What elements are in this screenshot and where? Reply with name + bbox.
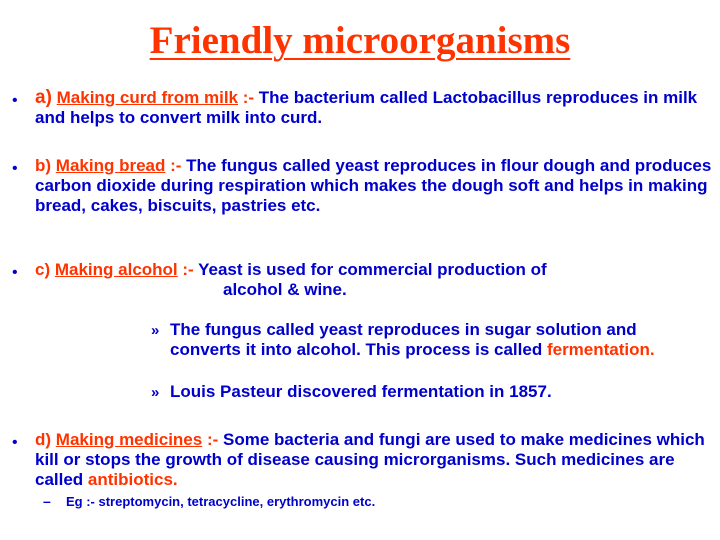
item-c-separator: :- (177, 260, 194, 279)
item-b-letter: b) (35, 156, 52, 175)
item-d (35, 430, 715, 490)
item-a-letter: a) (35, 87, 52, 108)
item-a (35, 88, 715, 128)
bullet-icon: • (12, 434, 18, 451)
item-c-text: Yeast is used for commercial production of (193, 260, 547, 279)
bullet-icon: • (12, 264, 18, 281)
item-b (35, 156, 715, 216)
item-d-heading: Making medicines (55, 430, 203, 449)
item-d-separator: :- (202, 430, 219, 449)
item-d-letter: d) (35, 430, 52, 449)
item-c-sub-2: Louis Pasteur discovered fermentation in 1857. (170, 382, 552, 401)
item-c-heading: Making alcohol (54, 260, 178, 279)
item-d-highlight: antibiotics. (87, 470, 178, 489)
item-d-text: Some bacteria and fungi are used to make medicines which kill or stops the growth of disease causing microrganisms. Such medicines are called (35, 430, 705, 489)
bullet-icon: • (12, 160, 18, 177)
item-b-heading: Making bread (55, 156, 166, 175)
sub-bullet-icon: » (151, 322, 160, 339)
item-c-sub-1-highlight: fermentation. (546, 340, 655, 359)
item-c (35, 260, 715, 300)
bullet-icon: • (12, 92, 18, 109)
sub-bullet-icon: » (151, 384, 160, 401)
item-c-letter: c) (35, 260, 51, 279)
item-a-heading: Making curd from milk (56, 88, 239, 107)
page-title: Friendly microorganisms (149, 19, 571, 62)
item-d-example: Eg :- streptomycin, tetracycline, erythromycin etc. (66, 494, 376, 509)
item-b-text: The fungus called yeast reproduces in flour dough and produces carbon dioxide during respiration which makes the dough soft and helps in making bread, cakes, biscuits, pastries etc. (35, 156, 712, 215)
item-a-text: The bacterium called Lactobacillus reproduces in milk and helps to convert milk into curd. (35, 88, 698, 127)
item-c-sub-1-text: The fungus called yeast reproduces in sugar solution and converts it into alcohol. This process is called (170, 320, 637, 359)
item-c-sub-1 (170, 320, 710, 360)
dash-icon: – (43, 493, 51, 509)
item-b-separator: :- (165, 156, 182, 175)
item-a-separator: :- (238, 88, 255, 107)
item-c-text-continued: alcohol & wine. (223, 280, 347, 299)
